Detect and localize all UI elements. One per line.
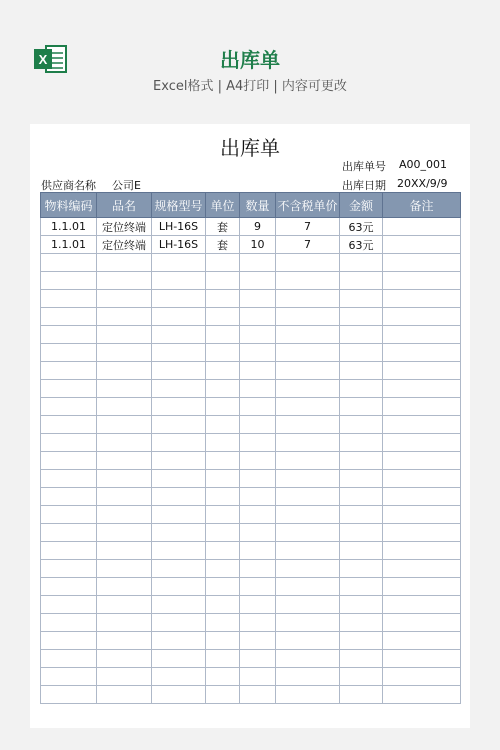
table-cell[interactable] [152, 596, 206, 614]
table-cell[interactable] [340, 578, 383, 596]
table-cell[interactable] [206, 434, 240, 452]
table-cell[interactable]: LH-16S [152, 218, 206, 236]
table-cell[interactable] [152, 668, 206, 686]
table-cell[interactable] [206, 290, 240, 308]
document-title: 出库单 [220, 136, 280, 160]
table-row [41, 434, 461, 452]
table-row [41, 560, 461, 578]
table-row [41, 236, 461, 254]
table-cell[interactable] [383, 614, 461, 632]
table-cell[interactable] [206, 488, 240, 506]
table-cell[interactable] [383, 452, 461, 470]
table-row [41, 398, 461, 416]
header-spec-model: 规格型号 [152, 193, 206, 218]
table-cell[interactable] [276, 668, 340, 686]
table-cell[interactable]: 1.1.01 [41, 218, 97, 236]
table-cell[interactable] [41, 434, 97, 452]
table-row [41, 218, 461, 236]
table-row [41, 308, 461, 326]
table-cell[interactable] [240, 614, 276, 632]
date-label: 出库日期 [342, 179, 386, 192]
table-cell[interactable] [240, 488, 276, 506]
table-cell[interactable]: 定位终端 [97, 236, 152, 254]
table-row [41, 254, 461, 272]
table-cell[interactable] [240, 416, 276, 434]
table-cell[interactable] [97, 506, 152, 524]
table-cell[interactable] [383, 272, 461, 290]
table-cell[interactable] [206, 524, 240, 542]
table-cell[interactable] [41, 506, 97, 524]
table-cell[interactable] [206, 326, 240, 344]
table-row [41, 578, 461, 596]
table-cell[interactable] [383, 578, 461, 596]
table-cell[interactable] [97, 614, 152, 632]
table-cell[interactable] [97, 668, 152, 686]
table-cell[interactable] [240, 596, 276, 614]
table-cell[interactable]: 1.1.01 [41, 236, 97, 254]
table-cell[interactable] [41, 272, 97, 290]
table-row [41, 596, 461, 614]
table-cell[interactable] [97, 416, 152, 434]
table-cell[interactable] [340, 434, 383, 452]
outbound-table [40, 192, 461, 704]
table-cell[interactable] [240, 668, 276, 686]
table-cell[interactable] [340, 632, 383, 650]
header-remarks: 备注 [383, 193, 461, 218]
table-cell[interactable] [97, 686, 152, 704]
header-amount: 金额 [340, 193, 383, 218]
table-cell[interactable] [276, 452, 340, 470]
table-cell[interactable] [383, 686, 461, 704]
table-cell[interactable] [240, 290, 276, 308]
table-cell[interactable] [383, 524, 461, 542]
table-cell[interactable] [276, 380, 340, 398]
table-cell[interactable] [206, 416, 240, 434]
table-cell[interactable] [41, 398, 97, 416]
table-cell[interactable]: 套 [206, 236, 240, 254]
table-cell[interactable] [340, 542, 383, 560]
table-cell[interactable] [152, 686, 206, 704]
table-cell[interactable] [383, 488, 461, 506]
table-cell[interactable] [206, 632, 240, 650]
table-cell[interactable] [383, 668, 461, 686]
table-cell[interactable] [206, 596, 240, 614]
table-cell[interactable] [340, 326, 383, 344]
header-quantity: 数量 [240, 193, 276, 218]
table-cell[interactable] [97, 488, 152, 506]
table-cell[interactable] [276, 488, 340, 506]
table-cell[interactable] [340, 452, 383, 470]
table-cell[interactable] [240, 398, 276, 416]
table-cell[interactable]: 63元 [340, 218, 383, 236]
table-cell[interactable] [152, 254, 206, 272]
table-cell[interactable] [152, 524, 206, 542]
table-cell[interactable] [276, 362, 340, 380]
table-cell[interactable] [383, 380, 461, 398]
table-cell[interactable] [152, 344, 206, 362]
table-row [41, 668, 461, 686]
table-cell[interactable] [240, 452, 276, 470]
table-cell[interactable] [152, 362, 206, 380]
table-cell[interactable]: 63元 [340, 236, 383, 254]
table-cell[interactable] [240, 380, 276, 398]
table-cell[interactable] [97, 398, 152, 416]
table-cell[interactable] [240, 434, 276, 452]
table-cell[interactable] [41, 290, 97, 308]
table-cell[interactable] [383, 650, 461, 668]
table-cell[interactable] [276, 632, 340, 650]
table-cell[interactable] [206, 254, 240, 272]
table-row [41, 272, 461, 290]
table-cell[interactable] [206, 344, 240, 362]
table-cell[interactable] [240, 506, 276, 524]
table-row [41, 416, 461, 434]
table-cell[interactable] [276, 596, 340, 614]
table-header-row [41, 193, 461, 218]
table-cell[interactable] [97, 596, 152, 614]
table-cell[interactable] [383, 290, 461, 308]
table-cell[interactable] [340, 362, 383, 380]
table-cell[interactable] [340, 308, 383, 326]
supplier-label: 供应商名称 [41, 179, 96, 192]
table-cell[interactable] [340, 560, 383, 578]
table-row [41, 452, 461, 470]
table-cell[interactable] [152, 434, 206, 452]
table-cell[interactable] [97, 470, 152, 488]
table-row [41, 290, 461, 308]
table-row [41, 524, 461, 542]
table-cell[interactable] [340, 416, 383, 434]
table-cell[interactable] [383, 362, 461, 380]
table-row [41, 362, 461, 380]
table-cell[interactable]: 9 [240, 218, 276, 236]
table-cell[interactable] [206, 650, 240, 668]
table-cell[interactable] [340, 488, 383, 506]
table-cell[interactable] [240, 524, 276, 542]
table-row [41, 506, 461, 524]
table-cell[interactable] [152, 380, 206, 398]
table-cell[interactable] [383, 308, 461, 326]
table-cell[interactable] [97, 632, 152, 650]
table-cell[interactable] [240, 362, 276, 380]
table-cell[interactable] [276, 398, 340, 416]
table-cell[interactable] [383, 434, 461, 452]
table-cell[interactable] [41, 650, 97, 668]
table-cell[interactable] [41, 362, 97, 380]
table-cell[interactable] [41, 542, 97, 560]
table-cell[interactable] [276, 686, 340, 704]
table-cell[interactable] [97, 524, 152, 542]
table-cell[interactable] [152, 308, 206, 326]
date-value: 20XX/9/9 [397, 177, 448, 190]
table-cell[interactable] [276, 560, 340, 578]
table-cell[interactable] [383, 416, 461, 434]
table-cell[interactable] [240, 470, 276, 488]
table-cell[interactable] [340, 272, 383, 290]
table-cell[interactable] [152, 470, 206, 488]
table-cell[interactable] [41, 668, 97, 686]
table-cell[interactable] [240, 560, 276, 578]
table-cell[interactable] [206, 380, 240, 398]
table-row [41, 344, 461, 362]
table-cell[interactable] [383, 398, 461, 416]
table-cell[interactable] [276, 542, 340, 560]
table-cell[interactable] [206, 686, 240, 704]
table-cell[interactable] [240, 542, 276, 560]
table-cell[interactable] [41, 614, 97, 632]
table-cell[interactable] [206, 362, 240, 380]
table-cell[interactable] [206, 308, 240, 326]
table-cell[interactable] [152, 650, 206, 668]
table-cell[interactable] [383, 218, 461, 236]
table-cell[interactable] [41, 686, 97, 704]
table-cell[interactable] [383, 632, 461, 650]
table-cell[interactable] [206, 578, 240, 596]
table-cell[interactable] [152, 398, 206, 416]
table-cell[interactable] [276, 344, 340, 362]
table-cell[interactable] [340, 380, 383, 398]
table-cell[interactable]: 7 [276, 218, 340, 236]
table-cell[interactable] [276, 434, 340, 452]
table-cell[interactable] [41, 380, 97, 398]
table-row [41, 686, 461, 704]
table-cell[interactable]: 10 [240, 236, 276, 254]
table-cell[interactable] [97, 452, 152, 470]
table-cell[interactable] [152, 272, 206, 290]
table-cell[interactable] [276, 470, 340, 488]
table-row [41, 614, 461, 632]
table-cell[interactable] [206, 614, 240, 632]
table-cell[interactable] [240, 272, 276, 290]
table-cell[interactable] [41, 254, 97, 272]
table-cell[interactable] [97, 578, 152, 596]
table-cell[interactable] [97, 362, 152, 380]
table-cell[interactable] [152, 506, 206, 524]
table-cell[interactable] [152, 560, 206, 578]
table-cell[interactable] [41, 632, 97, 650]
table-row [41, 542, 461, 560]
table-cell[interactable] [41, 416, 97, 434]
table-cell[interactable]: 7 [276, 236, 340, 254]
table-cell[interactable] [240, 650, 276, 668]
table-cell[interactable] [41, 488, 97, 506]
table-cell[interactable] [152, 290, 206, 308]
table-cell[interactable] [340, 398, 383, 416]
table-cell[interactable] [41, 596, 97, 614]
table-cell[interactable] [206, 470, 240, 488]
table-cell[interactable] [97, 326, 152, 344]
app-title: 出库单 [220, 48, 280, 72]
table-cell[interactable] [206, 506, 240, 524]
table-cell[interactable] [340, 596, 383, 614]
header-unit-price: 不含税单价 [276, 193, 340, 218]
table-cell[interactable] [276, 308, 340, 326]
table-cell[interactable] [41, 524, 97, 542]
table-cell[interactable] [97, 272, 152, 290]
table-cell[interactable] [276, 614, 340, 632]
order-no-label: 出库单号 [342, 160, 386, 173]
table-cell[interactable] [383, 596, 461, 614]
table-cell[interactable] [340, 614, 383, 632]
table-cell[interactable] [276, 650, 340, 668]
table-cell[interactable] [41, 308, 97, 326]
table-cell[interactable] [240, 308, 276, 326]
table-row [41, 470, 461, 488]
table-cell[interactable] [152, 542, 206, 560]
table-cell[interactable] [152, 614, 206, 632]
table-cell[interactable] [383, 506, 461, 524]
table-cell[interactable] [152, 452, 206, 470]
table-cell[interactable] [240, 344, 276, 362]
table-cell[interactable] [206, 668, 240, 686]
table-cell[interactable]: 套 [206, 218, 240, 236]
table-cell[interactable] [340, 668, 383, 686]
table-cell[interactable] [276, 578, 340, 596]
table-row [41, 326, 461, 344]
table-cell[interactable] [41, 560, 97, 578]
table-cell[interactable] [240, 326, 276, 344]
table-cell[interactable] [97, 542, 152, 560]
table-cell[interactable] [206, 272, 240, 290]
table-cell[interactable]: LH-16S [152, 236, 206, 254]
header-product-name: 品名 [97, 193, 152, 218]
table-cell[interactable] [340, 470, 383, 488]
table-cell[interactable] [383, 236, 461, 254]
table-cell[interactable] [97, 560, 152, 578]
table-cell[interactable] [276, 524, 340, 542]
table-cell[interactable] [340, 290, 383, 308]
table-cell[interactable] [383, 254, 461, 272]
table-cell[interactable] [41, 470, 97, 488]
table-cell[interactable] [206, 560, 240, 578]
table-cell[interactable] [41, 326, 97, 344]
table-cell[interactable] [276, 254, 340, 272]
table-cell[interactable] [97, 308, 152, 326]
table-cell[interactable] [340, 524, 383, 542]
table-row [41, 650, 461, 668]
table-cell[interactable] [276, 326, 340, 344]
app-subtitle: Excel格式 | A4打印 | 内容可更改 [153, 79, 347, 94]
table-cell[interactable] [240, 578, 276, 596]
table-cell[interactable] [97, 434, 152, 452]
table-cell[interactable] [340, 686, 383, 704]
table-cell[interactable] [206, 452, 240, 470]
table-cell[interactable] [383, 560, 461, 578]
table-cell[interactable] [340, 254, 383, 272]
table-cell[interactable] [276, 272, 340, 290]
table-cell[interactable] [340, 344, 383, 362]
table-row [41, 488, 461, 506]
table-cell[interactable] [240, 686, 276, 704]
table-cell[interactable] [383, 326, 461, 344]
table-cell[interactable] [276, 506, 340, 524]
header-unit: 单位 [206, 193, 240, 218]
table-cell[interactable] [276, 290, 340, 308]
table-cell[interactable] [152, 488, 206, 506]
table-cell[interactable] [41, 344, 97, 362]
table-cell[interactable] [240, 632, 276, 650]
document-sheet [30, 124, 470, 728]
table-cell[interactable] [97, 344, 152, 362]
table-cell[interactable] [383, 542, 461, 560]
preview-header [0, 0, 500, 110]
table-cell[interactable] [97, 254, 152, 272]
table-cell[interactable] [152, 326, 206, 344]
table-cell[interactable] [206, 398, 240, 416]
table-cell[interactable] [152, 578, 206, 596]
table-cell[interactable] [97, 290, 152, 308]
table-cell[interactable] [276, 416, 340, 434]
table-cell[interactable] [340, 650, 383, 668]
table-cell[interactable] [152, 416, 206, 434]
table-cell[interactable] [383, 470, 461, 488]
table-cell[interactable] [97, 650, 152, 668]
logo-letter: X [38, 52, 48, 67]
supplier-value: 公司E [112, 179, 141, 192]
header-material-code: 物料编码 [41, 193, 97, 218]
table-cell[interactable] [383, 344, 461, 362]
table-row [41, 632, 461, 650]
table-row [41, 380, 461, 398]
order-no-value: A00_001 [399, 158, 448, 171]
table-cell[interactable]: 定位终端 [97, 218, 152, 236]
table-cell[interactable] [97, 380, 152, 398]
table-cell[interactable] [41, 578, 97, 596]
table-cell[interactable] [206, 542, 240, 560]
table-cell[interactable] [152, 632, 206, 650]
table-cell[interactable] [41, 452, 97, 470]
table-cell[interactable] [340, 506, 383, 524]
table-cell[interactable] [240, 254, 276, 272]
